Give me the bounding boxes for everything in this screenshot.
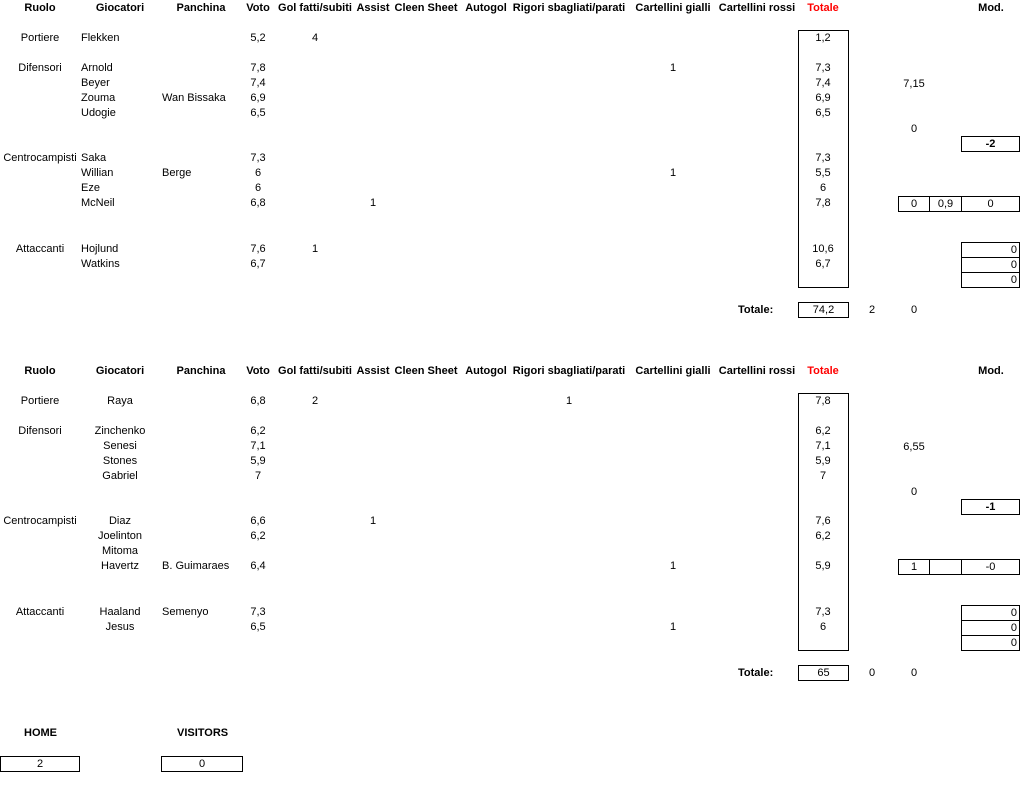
assist-value: 1 — [369, 197, 377, 209]
gialli-value — [653, 514, 693, 529]
assist-value — [353, 151, 393, 166]
header-voto: Voto — [246, 2, 270, 14]
rigori-value — [549, 424, 589, 439]
assist-value — [353, 394, 393, 409]
voto-value — [238, 544, 278, 559]
totale-value: 5,5 — [815, 167, 831, 179]
voto-value: 7,4 — [250, 77, 266, 89]
attack-cell-2[interactable]: 0 — [961, 257, 1020, 273]
totale-value: 7,8 — [815, 197, 831, 209]
totale-value: 7,1 — [815, 440, 831, 452]
visitors-score[interactable]: 0 — [161, 756, 243, 772]
header-cleen: Cleen Sheet — [394, 2, 458, 14]
header-gol: Gol fatti/subiti — [278, 365, 352, 377]
totale-value: 6,9 — [815, 92, 831, 104]
defense-modifier: 0 — [910, 123, 918, 135]
totale-value — [799, 544, 847, 559]
gialli-value — [653, 544, 693, 559]
rigori-value — [549, 439, 589, 454]
rigori-value — [549, 106, 589, 121]
header-assist: Assist — [356, 2, 390, 14]
rigori-value — [549, 181, 589, 196]
attack-cell-2[interactable]: 0 — [961, 620, 1020, 636]
visitors-label: VISITORS — [177, 727, 229, 739]
voto-value: 6 — [254, 182, 262, 194]
header-panchina: Panchina — [176, 365, 226, 377]
rigori-value: 1 — [565, 395, 573, 407]
assist-value — [353, 544, 393, 559]
voto-value: 6 — [254, 167, 262, 179]
totale-value: 7,8 — [815, 395, 831, 407]
header-voto: Voto — [246, 365, 270, 377]
totale-value: 6 — [819, 182, 827, 194]
bench-player: B. Guimaraes — [162, 560, 230, 572]
defense-average: 7,15 — [903, 78, 925, 90]
gol-value — [295, 76, 335, 91]
header-rossi: Cartellini rossi — [718, 2, 796, 14]
player-name: Willian — [81, 167, 114, 179]
assist-value — [353, 91, 393, 106]
modifier-box[interactable]: -2 — [961, 136, 1020, 152]
gialli-value: 1 — [669, 621, 677, 633]
player-name: Beyer — [81, 77, 110, 89]
gol-value: 1 — [311, 243, 319, 255]
totale-value: 7,6 — [815, 515, 831, 527]
player-name: Zinchenko — [94, 425, 146, 437]
header-ruolo: Ruolo — [24, 2, 56, 14]
attack-cell-1[interactable]: 0 — [961, 605, 1020, 621]
assist-value — [353, 620, 393, 635]
assist-value — [353, 529, 393, 544]
header-autogol: Autogol — [465, 2, 507, 14]
gialli-value — [653, 106, 693, 121]
totale-value: 7 — [819, 470, 827, 482]
gialli-value — [653, 181, 693, 196]
voto-value: 6,7 — [250, 258, 266, 270]
attack-cell-1[interactable]: 0 — [961, 242, 1020, 258]
rigori-value — [549, 61, 589, 76]
voto-value: 7 — [254, 470, 262, 482]
totale-value: 6 — [819, 621, 827, 633]
gol-value — [295, 181, 335, 196]
gol-value — [295, 166, 335, 181]
player-name: Senesi — [103, 440, 137, 452]
assist-value — [353, 605, 393, 620]
header-totale: Totale — [807, 365, 839, 377]
assist-value — [353, 106, 393, 121]
player-name: Arnold — [81, 62, 113, 74]
player-name: Stones — [102, 455, 138, 467]
header-rigori: Rigori sbagliati/parati — [512, 365, 626, 377]
totale-value: 5,9 — [815, 455, 831, 467]
team-goals: 0 — [868, 667, 876, 679]
role-attaccanti: Attaccanti — [15, 243, 65, 255]
totale-value: 10,6 — [812, 243, 834, 255]
header-assist: Assist — [356, 365, 390, 377]
gialli-value — [653, 196, 693, 211]
voto-value: 6,5 — [250, 107, 266, 119]
player-name: Mitoma — [101, 545, 139, 557]
team-extra: 0 — [910, 667, 918, 679]
defense-average: 6,55 — [903, 441, 925, 453]
player-name: Diaz — [108, 515, 131, 527]
voto-value: 6,2 — [250, 530, 266, 542]
voto-value: 6,9 — [250, 92, 266, 104]
rigori-value — [549, 529, 589, 544]
midfield-cell-c[interactable]: 0 — [961, 196, 1020, 212]
rigori-value — [549, 91, 589, 106]
gol-value — [295, 559, 335, 574]
totale-value: 1,2 — [815, 32, 831, 44]
gol-value — [295, 469, 335, 484]
midfield-cell-a[interactable]: 1 — [898, 559, 930, 575]
rigori-value — [549, 151, 589, 166]
team-total[interactable]: 65 — [798, 665, 849, 681]
home-score[interactable]: 2 — [0, 756, 80, 772]
player-name: Saka — [81, 152, 107, 164]
gialli-value — [653, 605, 693, 620]
assist-value — [353, 559, 393, 574]
assist-value — [353, 454, 393, 469]
assist-value — [353, 439, 393, 454]
gol-value — [295, 61, 335, 76]
totale-value: 6,2 — [815, 425, 831, 437]
header-ruolo: Ruolo — [24, 365, 56, 377]
totale-value: 5,9 — [815, 560, 831, 572]
gol-value — [295, 605, 335, 620]
totale-label: Totale: — [738, 667, 774, 679]
modifier-box[interactable]: -1 — [961, 499, 1020, 515]
assist-value — [353, 76, 393, 91]
gol-value — [295, 620, 335, 635]
header-giocatori: Giocatori — [95, 2, 145, 14]
gialli-value — [653, 529, 693, 544]
voto-value: 6,8 — [250, 197, 266, 209]
gol-value: 2 — [311, 395, 319, 407]
gialli-value — [653, 151, 693, 166]
assist-value — [353, 469, 393, 484]
totale-value: 7,3 — [815, 62, 831, 74]
player-name: Jesus — [105, 621, 135, 633]
totale-value: 6,2 — [815, 530, 831, 542]
team-extra: 0 — [910, 304, 918, 316]
gol-value — [295, 514, 335, 529]
rigori-value — [549, 196, 589, 211]
header-panchina: Panchina — [176, 2, 226, 14]
role-centrocampisti: Centrocampisti — [3, 515, 77, 527]
voto-value: 6,8 — [250, 395, 266, 407]
player-name: McNeil — [81, 197, 115, 209]
gialli-value — [653, 257, 693, 272]
player-name: Joelinton — [97, 530, 143, 542]
voto-value: 7,3 — [250, 606, 266, 618]
rigori-value — [549, 469, 589, 484]
midfield-cell-c[interactable]: -0 — [961, 559, 1020, 575]
home-label: HOME — [24, 727, 57, 739]
rigori-value — [549, 257, 589, 272]
rigori-value — [549, 454, 589, 469]
team-total[interactable]: 74,2 — [798, 302, 849, 318]
role-portiere: Portiere — [20, 32, 60, 44]
player-name: Eze — [81, 182, 100, 194]
gialli-value — [653, 469, 693, 484]
rigori-value — [549, 620, 589, 635]
gialli-value — [653, 454, 693, 469]
voto-value: 6,4 — [250, 560, 266, 572]
totale-value: 6,5 — [815, 107, 831, 119]
gol-value — [295, 439, 335, 454]
header-rossi: Cartellini rossi — [718, 365, 796, 377]
gol-value — [295, 257, 335, 272]
gol-value — [295, 91, 335, 106]
player-name: Udogie — [81, 107, 116, 119]
totale-label: Totale: — [738, 304, 774, 316]
totale-value: 7,3 — [815, 606, 831, 618]
role-centrocampisti: Centrocampisti — [3, 152, 77, 164]
header-gialli: Cartellini gialli — [635, 2, 711, 14]
role-portiere: Portiere — [20, 395, 60, 407]
voto-value: 7,1 — [250, 440, 266, 452]
player-name: Havertz — [101, 560, 139, 572]
header-cleen: Cleen Sheet — [394, 365, 458, 377]
header-autogol: Autogol — [465, 365, 507, 377]
rigori-value — [549, 31, 589, 46]
assist-value — [353, 257, 393, 272]
player-name: Raya — [107, 395, 133, 407]
voto-value: 6,6 — [250, 515, 266, 527]
player-name: Hojlund — [81, 243, 119, 255]
gol-value — [295, 151, 335, 166]
gialli-value — [653, 242, 693, 257]
header-gialli: Cartellini gialli — [635, 365, 711, 377]
gol-value — [295, 454, 335, 469]
gialli-value: 1 — [669, 167, 677, 179]
header-mod: Mod. — [978, 365, 1004, 377]
bench-player: Semenyo — [162, 606, 209, 618]
defense-modifier: 0 — [910, 486, 918, 498]
voto-value: 6,5 — [250, 621, 266, 633]
midfield-cell-a[interactable]: 0 — [898, 196, 930, 212]
voto-value: 7,6 — [250, 243, 266, 255]
gialli-value: 1 — [669, 560, 677, 572]
attack-cell-3[interactable]: 0 — [961, 272, 1020, 288]
totale-value: 7,4 — [815, 77, 831, 89]
gol-value: 4 — [311, 32, 319, 44]
gialli-value: 1 — [669, 62, 677, 74]
assist-value — [353, 61, 393, 76]
rigori-value — [549, 514, 589, 529]
totale-value: 6,7 — [815, 258, 831, 270]
voto-value: 5,2 — [250, 32, 266, 44]
gol-value — [295, 196, 335, 211]
assist-value — [353, 31, 393, 46]
voto-value: 6,2 — [250, 425, 266, 437]
header-gol: Gol fatti/subiti — [278, 2, 352, 14]
role-attaccanti: Attaccanti — [15, 606, 65, 618]
header-mod: Mod. — [978, 2, 1004, 14]
gialli-value — [653, 31, 693, 46]
rigori-value — [549, 559, 589, 574]
voto-value: 7,3 — [250, 152, 266, 164]
player-name: Flekken — [81, 32, 120, 44]
attack-cell-3[interactable]: 0 — [961, 635, 1020, 651]
assist-value — [353, 242, 393, 257]
rigori-value — [549, 242, 589, 257]
player-name: Gabriel — [102, 470, 138, 482]
gialli-value — [653, 424, 693, 439]
gialli-value — [653, 394, 693, 409]
role-difensori: Difensori — [18, 425, 62, 437]
midfield-cell-b[interactable]: 0,9 — [929, 196, 962, 212]
rigori-value — [549, 605, 589, 620]
gol-value — [295, 529, 335, 544]
assist-value — [353, 424, 393, 439]
gialli-value — [653, 76, 693, 91]
gol-value — [295, 544, 335, 559]
team-goals: 2 — [868, 304, 876, 316]
voto-value: 5,9 — [250, 455, 266, 467]
rigori-value — [549, 544, 589, 559]
rigori-value — [549, 76, 589, 91]
gol-value — [295, 106, 335, 121]
player-name: Zouma — [81, 92, 116, 104]
voto-value: 7,8 — [250, 62, 266, 74]
gialli-value — [653, 91, 693, 106]
bench-player: Wan Bissaka — [162, 92, 226, 104]
player-name: Watkins — [81, 258, 120, 270]
header-rigori: Rigori sbagliati/parati — [512, 2, 626, 14]
gialli-value — [653, 439, 693, 454]
header-giocatori: Giocatori — [95, 365, 145, 377]
assist-value: 1 — [369, 515, 377, 527]
assist-value — [353, 166, 393, 181]
gol-value — [295, 424, 335, 439]
rigori-value — [549, 166, 589, 181]
assist-value — [353, 181, 393, 196]
midfield-cell-b[interactable] — [929, 559, 962, 575]
player-name: Haaland — [99, 606, 141, 618]
totale-value: 7,3 — [815, 152, 831, 164]
header-totale: Totale — [807, 2, 839, 14]
role-difensori: Difensori — [18, 62, 62, 74]
bench-player: Berge — [162, 167, 192, 179]
